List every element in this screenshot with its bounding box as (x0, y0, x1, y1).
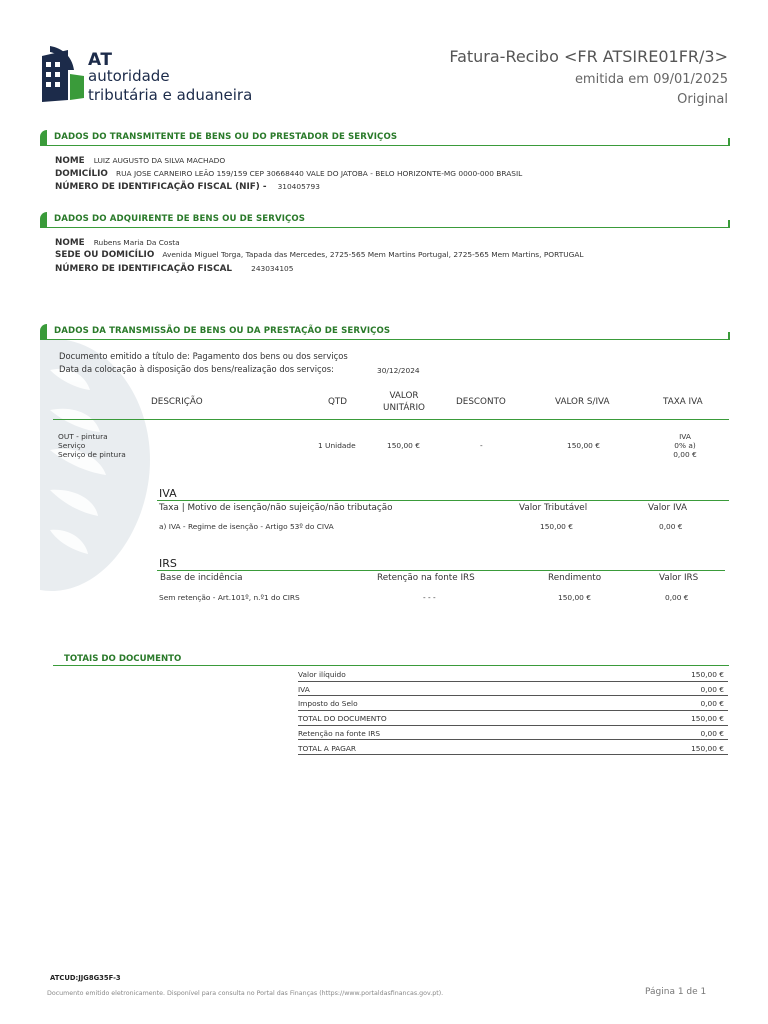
col-vat-rate: TAXA IVA (663, 397, 703, 407)
page-number: Página 1 de 1 (645, 987, 707, 997)
col-value-no-vat: VALOR S/IVA (555, 397, 610, 407)
totals-row-value: 150,00 € (691, 743, 724, 753)
transmission-section-header (40, 324, 730, 340)
section-tab (40, 212, 47, 228)
section-tick (728, 138, 730, 146)
copy-type: Original (677, 92, 728, 107)
irs-col-base: Base de incidência (160, 573, 243, 583)
document-title: Fatura-Recibo <FR ATSIRE01FR/3> (449, 47, 728, 66)
transmission-section-title: DADOS DA TRANSMISSÃO DE BENS OU DA PRESTAÇÃO DE SERVIÇOS (54, 326, 391, 336)
totals-row-label: TOTAL DO DOCUMENTO (298, 714, 387, 724)
totals-row (298, 682, 728, 697)
issuer-nif-label: NÚMERO DE IDENTIFICAÇÃO FISCAL (NIF) - (55, 182, 267, 192)
document-purpose: Documento emitido a título de: Pagamento dos bens ou dos serviços (59, 351, 348, 361)
totals-row-label: Valor ilíquido (298, 670, 346, 679)
section-tick (728, 332, 730, 340)
totals-row-value: 0,00 € (700, 699, 724, 709)
col-qty: QTD (328, 397, 348, 407)
iva-taxable: 150,00 € (540, 522, 573, 531)
irs-title: IRS (159, 557, 177, 570)
irs-base: Sem retenção - Art.101º, n.º1 do CIRS (159, 593, 300, 602)
issue-date: emitida em 09/01/2025 (574, 72, 728, 87)
buyer-address: Avenida Miguel Torga, Tapada das Mercedes, 2725-565 Mem Martins Portugal, 2725-565 Mem Martins, PORTUGAL (162, 250, 584, 259)
irs-col-income: Rendimento (548, 573, 602, 583)
issuer-name: LUIZ AUGUSTO DA SILVA MACHADO (93, 156, 226, 165)
irs-income: 150,00 € (558, 593, 591, 602)
buyer-section-title: DADOS DO ADQUIRENTE DE BENS OU DE SERVIÇOS (54, 214, 306, 224)
iva-title-rule (157, 500, 729, 501)
section-tick (728, 220, 730, 228)
totals-row (298, 741, 728, 756)
buyer-nif: 243034105 (251, 264, 294, 273)
buyer-nif-row (55, 256, 293, 275)
totals-title: TOTAIS DO DOCUMENTO (64, 654, 182, 664)
irs-title-rule (157, 570, 725, 571)
availability-date: 30/12/2024 (377, 366, 420, 375)
irs-retention: - - - (423, 593, 436, 602)
iva-col-value: Valor IVA (648, 503, 688, 513)
item-unit-value: 150,00 € (387, 441, 420, 450)
iva-value: 0,00 € (659, 522, 683, 531)
totals-row (298, 726, 728, 741)
issuer-name-label: NOME (55, 156, 85, 166)
buyer-nif-label: NÚMERO DE IDENTIFICAÇÃO FISCAL (55, 264, 233, 274)
col-unit-value-2: UNITÁRIO (383, 403, 425, 413)
issuer-address-label: DOMICÍLIO (55, 169, 108, 179)
item-desc-1: OUT - pintura (58, 432, 108, 441)
issuer-section-title: DADOS DO TRANSMITENTE DE BENS OU DO PRESTADOR DE SERVIÇOS (54, 132, 398, 142)
buyer-name-label: NOME (55, 238, 85, 248)
issuer-section-header (40, 130, 730, 146)
at-logo-icon (38, 44, 86, 106)
issuer-address: RUA JOSE CARNEIRO LEÃO 159/159 CEP 30668440 VALE DO JATOBA - BELO HORIZONTE-MG 0000-000 BRASIL (116, 169, 523, 178)
logo-at-text: AT (88, 50, 113, 70)
col-unit-value-1: VALOR (389, 391, 419, 401)
section-tab (40, 324, 47, 340)
iva-col-taxable: Valor Tributável (519, 503, 588, 513)
item-vat-label: IVA (679, 432, 691, 441)
logo-line-1: autoridade (88, 67, 170, 85)
issuer-nif: 310405793 (277, 182, 320, 191)
item-discount: - (480, 441, 483, 450)
totals-row-value: 0,00 € (700, 684, 724, 694)
buyer-name: Rubens Maria Da Costa (93, 238, 180, 247)
irs-value: 0,00 € (665, 593, 689, 602)
item-desc-3: Serviço de pintura (58, 450, 126, 459)
totals-row-label: Imposto do Selo (298, 699, 358, 709)
items-header-rule (53, 419, 729, 420)
irs-col-value: Valor IRS (659, 573, 699, 583)
col-discount: DESCONTO (456, 397, 506, 407)
footer-note: Documento emitido eletronicamente. Disponível para consulta no Portal das Finanças (https://www.portaldasfinancas.gov.pt). (47, 990, 444, 997)
availability-date-label: Data da colocação à disposição dos bens/realização dos serviços: (59, 364, 334, 374)
iva-title: IVA (159, 487, 177, 500)
col-description: DESCRIÇÃO (151, 397, 203, 407)
totals-row (298, 696, 728, 711)
item-value-no-vat: 150,00 € (567, 441, 600, 450)
totals-title-rule (53, 665, 729, 666)
atcud-code: ATCUD:JJG8G35F-3 (50, 974, 121, 982)
totals-row-label: IVA (298, 684, 310, 694)
totals-row-label: Retenção na fonte IRS (298, 728, 381, 738)
buyer-section-header (40, 212, 730, 228)
section-tab (40, 130, 47, 146)
irs-col-retention: Retenção na fonte IRS (377, 573, 475, 583)
item-vat-rate: 0% a) (674, 441, 696, 450)
iva-reason: a) IVA - Regime de isenção - Artigo 53º do CIVA (159, 522, 334, 531)
iva-col-reason: Taxa | Motivo de isenção/não sujeição/não tributação (159, 503, 393, 513)
totals-row-value: 0,00 € (700, 728, 724, 738)
totals-row (298, 667, 728, 682)
item-qty: 1 Unidade (318, 441, 356, 450)
item-vat-value: 0,00 € (673, 450, 697, 459)
buyer-address-label: SEDE OU DOMICÍLIO (55, 250, 155, 260)
totals-row-value: 150,00 € (691, 670, 724, 679)
totals-row-value: 150,00 € (691, 714, 724, 724)
issuer-nif-row (55, 174, 320, 193)
totals-row (298, 711, 728, 726)
logo-line-2: tributária e aduaneira (88, 86, 253, 104)
totals-row-label: TOTAL A PAGAR (298, 743, 357, 753)
item-desc-2: Serviço (58, 441, 86, 450)
